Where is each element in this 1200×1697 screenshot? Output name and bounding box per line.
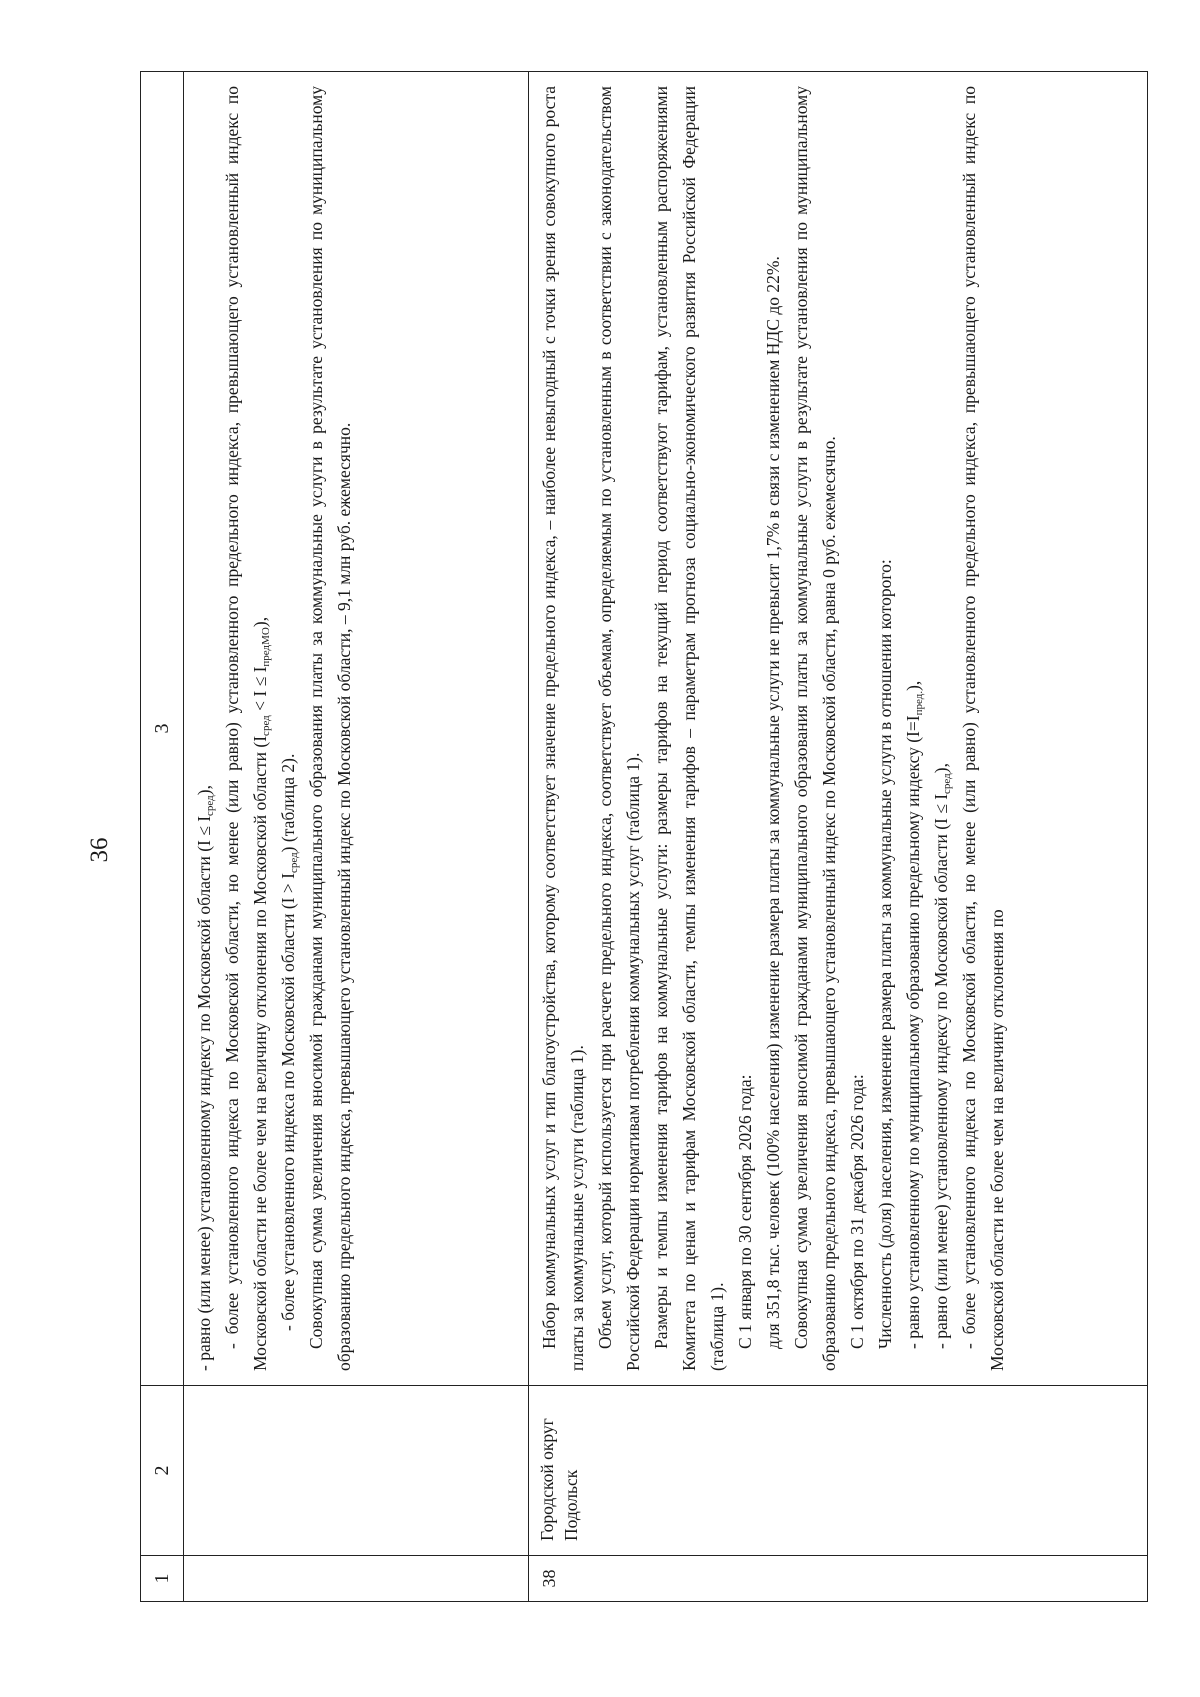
- row-number-cell: [184, 1556, 529, 1602]
- line-more-than-average: - более установленного индекса по Московской области, но менее (или равно) установленного предельного индекса, превышающего установленный индекс по Московской области не более чем на величину отклонения по: [959, 86, 1007, 1371]
- paragraph-population-change: для 351,8 тыс. человек (100% населения) изменение размера платы за коммунальные услуги не превысит 1,7% в связи с изменением НДС до 22%.: [763, 256, 783, 1349]
- line-total-sum: Совокупная сумма увеличения вносимой гражданами муниципального образования платы за коммунальные услуги в результате установления по муниципальному образованию предельного индекса, превышающего установленный индекс по Московской области, – 9,1 млн руб. ежемесячно.: [306, 86, 354, 1371]
- table-row: [529, 72, 1148, 1602]
- line-more-than-average: - более установленного индекса по Московской области, но менее (или равно) установленного предельного индекса, превышающего установленный индекс по Московской области не более чем на величину отклонения по Московской области $(I_{сред} < I \le I_{предМО})$,: [222, 86, 272, 1371]
- header-col-3: 3: [141, 72, 184, 1386]
- paragraph-period-1: С 1 января по 30 сентября 2026 года:: [735, 1074, 755, 1349]
- table-header-row: [141, 72, 184, 1602]
- line-equal-or-less: - равно (или менее) установленному индексу по Московской области $(I \le I_{сред})$,: [931, 763, 953, 1349]
- tariff-table: [140, 71, 1148, 1602]
- paragraph-total-sum: Совокупная сумма увеличения вносимой гражданами муниципального образования платы за коммунальные услуги в результате установления по муниципальному образованию предельного индекса, превышающего установленный индекс по Московской области, равна 0 руб. ежемесячно.: [791, 86, 839, 1371]
- description-cell: [184, 72, 529, 1386]
- rotated-page-content: [140, 72, 1135, 1602]
- page-number: 36: [86, 837, 113, 863]
- description-cell: [529, 72, 1148, 1386]
- header-col-2: 2: [141, 1386, 184, 1556]
- line-more-than-index: - более установленного индекса по Московской области $(I > I_{сред})$ (таблица 2).: [278, 753, 300, 1331]
- paragraph-tariffs: Размеры и темпы изменения тарифов на коммунальные услуги: размеры тарифов на текущий период соответствуют тарифам, установленным распоряжениями Комитета по ценам и тарифам Московской области, темпы изменения тарифов – параметрам прогноза социально-экономического развития Российской Федерации (таблица 1).: [651, 86, 727, 1371]
- municipality-cell: [184, 1386, 529, 1556]
- paragraph-period-2: С 1 октября по 31 декабря 2026 года:: [847, 1074, 867, 1349]
- line-equal-limit: - равно установленному по муниципальному образованию предельному индексу $(I=I_{пред.})$,: [903, 680, 925, 1349]
- paragraph-population-share: Численность (доля) населения, изменение размера платы за коммунальные услуги в отношении которого:: [875, 559, 895, 1349]
- paragraph-service-set: Набор коммунальных услуг и тип благоустройства, которому соответствует значение предельного индекса, – наиболее невыгодный с точки зрения совокупного роста платы за коммунальные услуги (таблица 1).: [539, 86, 587, 1371]
- line-equal-or-less: - равно (или менее) установленному индексу по Московской области $(I \le I_{сред})$,: [194, 785, 216, 1371]
- municipality-cell: Городской округ Подольск: [529, 1386, 1148, 1556]
- paragraph-service-volume: Объем услуг, который используется при расчете предельного индекса, соответствует объемам, определяемым по установленным в соответствии с законодательством Российской Федерации нормативам потребления коммунальных услуг (таблица 1).: [595, 86, 643, 1371]
- table-row: [184, 72, 529, 1602]
- header-col-1: 1: [141, 1556, 184, 1602]
- row-number-cell: 38: [529, 1556, 1148, 1602]
